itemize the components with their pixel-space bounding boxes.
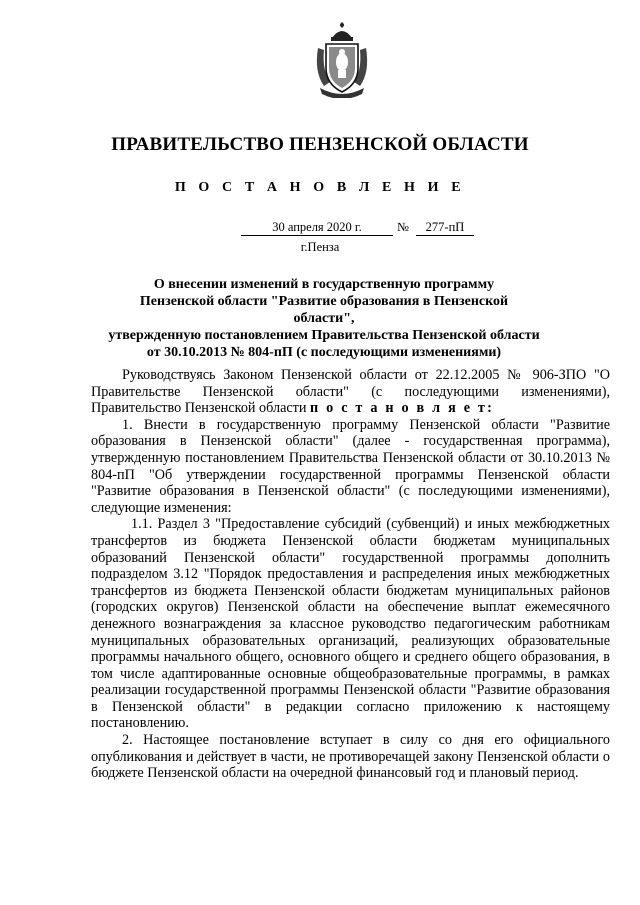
date-number-line xyxy=(0,219,640,239)
resolves-text: п о с т а н о в л я е т: xyxy=(310,400,495,417)
preamble-text: Руководствуясь Законом Пензенской области от 22.12.2005 № 906-ЗПО "О Правительстве Пензенской области" (с последующими изменениями), Правительство Пензенской области xyxy=(91,367,610,417)
document-subject xyxy=(108,276,540,361)
document-body xyxy=(91,367,610,782)
organization-title: ПРАВИТЕЛЬСТВО ПЕНЗЕНСКОЙ ОБЛАСТИ xyxy=(111,134,529,155)
subject-line: О внесении изменений в государственную программу xyxy=(153,277,495,292)
subject-line: Пензенской области "Развитие образования в Пензенской области", xyxy=(139,294,509,326)
document-type: П О С Т А Н О В Л Е Н И Е xyxy=(174,180,466,195)
item-1-paragraph: 1. Внести в государственную программу Пензенской области "Развитие образования в Пензенской области" (далее - государственная программа), утвержденную постановлением Правительства Пензенской области от 30.10.2013 № 804-пП "Об утверждении государственной программы Пензенской области "Развитие образования в Пензенской области" (с последующими изменениями), следующие изменения: xyxy=(91,416,610,516)
document-date: 30 апреля 2020 г. xyxy=(241,219,393,236)
city: г.Пенза xyxy=(300,240,340,254)
subject-line: утвержденную постановлением Правительства Пензенской области xyxy=(108,328,540,343)
item-2-paragraph: 2. Настоящее постановление вступает в силу со дня его официального опубликования и действует в части, не противоречащей закону Пензенской области о бюджете Пензенской области на очередной финансовый год и плановый период. xyxy=(91,732,610,782)
number-sign: № xyxy=(397,220,409,234)
penza-coat-of-arms-icon xyxy=(310,22,374,98)
item-1-1-paragraph: 1.1. Раздел 3 "Предоставление субсидий (субвенций) и иных межбюджетных трансфертов из бюджета Пензенской области бюджетам муниципальных образований Пензенской области" государственной программы дополнить подразделом 3.12 "Порядок предоставления и распределения иных межбюджетных трансфертов из бюджета Пензенской области бюджетам муниципальных районов (городских округов) Пензенской области на обеспечение выплат ежемесячного денежного вознаграждения за классное руководство педагогическим работникам муниципальных образовательных организаций, реализующих образовательные программы начального общего, основного общего и среднего общего образования, в том числе адаптированные основные общеобразовательные программы, в рамках реализации государственной программы Пензенской области "Развитие образования в Пензенской области" в редакции согласно приложению к настоящему постановлению. xyxy=(91,516,610,732)
document-number: 277-пП xyxy=(416,219,474,236)
preamble-paragraph xyxy=(91,367,610,417)
subject-line: от 30.10.2013 № 804-пП (с последующими изменениями) xyxy=(146,345,502,360)
